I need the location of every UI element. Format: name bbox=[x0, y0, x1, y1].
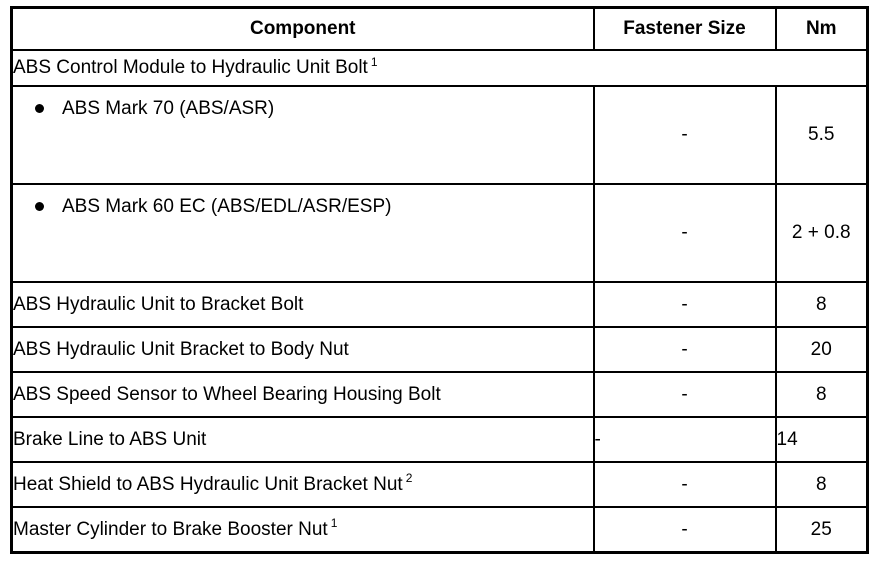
nm-cell: 8 bbox=[776, 462, 868, 507]
table-row bbox=[12, 86, 868, 184]
table-row bbox=[12, 50, 868, 86]
table-row bbox=[12, 282, 868, 327]
torque-specification-sheet bbox=[0, 6, 880, 562]
fastener-size-cell: - bbox=[594, 86, 776, 184]
table-row bbox=[12, 462, 868, 507]
component-label: ABS Control Module to Hydraulic Unit Bolt bbox=[13, 57, 368, 79]
component-cell: ABS Speed Sensor to Wheel Bearing Housing Bolt bbox=[12, 372, 594, 417]
table-row bbox=[12, 372, 868, 417]
fastener-size-cell: - bbox=[594, 462, 776, 507]
component-cell bbox=[12, 86, 594, 184]
group-heading-cell bbox=[12, 50, 868, 86]
table-row bbox=[12, 184, 868, 282]
component-label: ABS Mark 70 (ABS/ASR) bbox=[62, 98, 275, 119]
fastener-size-cell: - bbox=[594, 507, 776, 553]
fastener-size-cell: - bbox=[594, 184, 776, 282]
table-header bbox=[12, 8, 868, 51]
bullet-icon bbox=[35, 202, 44, 211]
table-row bbox=[12, 417, 868, 462]
table-body bbox=[12, 50, 868, 553]
column-header-fastener-size: Fastener Size bbox=[594, 8, 776, 51]
component-cell bbox=[12, 184, 594, 282]
component-cell: ABS Hydraulic Unit Bracket to Body Nut bbox=[12, 327, 594, 372]
component-cell: Brake Line to ABS Unit bbox=[12, 417, 594, 462]
header-row bbox=[12, 8, 868, 51]
footnote-marker: 2 bbox=[405, 471, 413, 486]
table-row bbox=[12, 507, 868, 553]
component-cell: ABS Hydraulic Unit to Bracket Bolt bbox=[12, 282, 594, 327]
footnote-marker: 1 bbox=[370, 54, 378, 69]
table-row bbox=[12, 327, 868, 372]
nm-cell: 5.5 bbox=[776, 86, 868, 184]
fastener-size-cell: - bbox=[594, 372, 776, 417]
column-header-nm: Nm bbox=[776, 8, 868, 51]
fastener-size-cell: - bbox=[594, 417, 776, 462]
component-label: Master Cylinder to Brake Booster Nut bbox=[13, 518, 328, 540]
nm-cell: 20 bbox=[776, 327, 868, 372]
nm-cell: 8 bbox=[776, 372, 868, 417]
component-label: ABS Mark 60 EC (ABS/EDL/ASR/ESP) bbox=[62, 196, 392, 217]
fastener-size-cell: - bbox=[594, 327, 776, 372]
bullet-icon bbox=[35, 104, 44, 113]
component-cell bbox=[12, 462, 594, 507]
component-label: Heat Shield to ABS Hydraulic Unit Bracket Nut bbox=[13, 473, 403, 495]
nm-cell: 8 bbox=[776, 282, 868, 327]
fastener-size-cell: - bbox=[594, 282, 776, 327]
nm-cell: 2 + 0.8 bbox=[776, 184, 868, 282]
column-header-component: Component bbox=[12, 8, 594, 51]
footnote-marker: 1 bbox=[330, 516, 338, 531]
nm-cell: 25 bbox=[776, 507, 868, 553]
nm-cell: 14 bbox=[776, 417, 868, 462]
component-cell bbox=[12, 507, 594, 553]
torque-specification-table bbox=[10, 6, 869, 554]
